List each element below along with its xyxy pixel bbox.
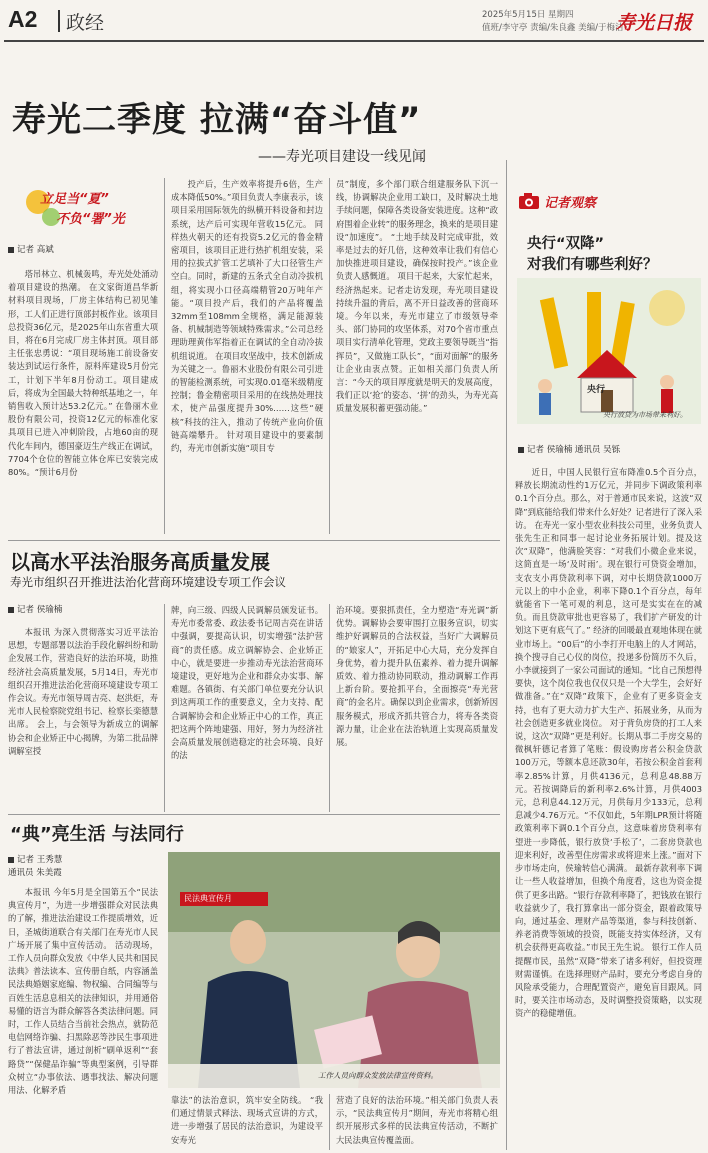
law-column-2: 牌，向三级、四级人民调解员颁发证书。 寿光市委常委、政法委书记周吉亮在讲话中强调，要提高认识，切实增强“法护营商”的责任感。成立调解协会、企业矫正中心，就是要进一步推动寿光法治营商环境建设，更好地为企业和群众办实事、解难题。各镇街、有关部门单位要充分认识到这两项工作的重要意义，全力支持、配合调解协会和企业矫正中心的工作，真正把这两个阵地建强、用好，努力为经济社会高质量发展创造稳定的社会环境、良好的法 [171,605,323,761]
issue-date: 2025年5月15日 星期四 [482,10,574,20]
right-byline [518,444,620,456]
column-rule [329,178,330,534]
column-rule [164,178,165,534]
slogan-line-2: 不负“署”光 [56,212,125,227]
slogan-badge [16,182,134,234]
right-column-rule [506,160,507,1150]
civil-column-3: 营造了良好的法治环境。”相关部门负责人表示，“民法典宣传月”期间，寿光市将精心组织开展形式多样的民法典宣传活动，不断扩大民法典宣传覆盖面。 [336,1095,498,1145]
photo-banner-text: 民法典宣传月 [184,894,232,903]
civil-column-2: 靠法”的法治意识，筑牢安全防线。 “我们通过情景式释法、现场式宣讲的方式，进一步增强了居民的法治意识，为建设平安寿光 [171,1095,323,1145]
main-byline [8,244,54,256]
photo-caption: 工作人员向群众发放法律宣传资料。 [318,1071,438,1080]
editor-credits: 值班/李守亭 责编/朱良鑫 美编/于梅洁 [482,23,624,33]
law-headline: 以高水平法治服务高质量发展 [10,550,270,574]
main-column-1: 塔吊林立、机械轰鸣，寿光处处涌动着项目建设的热潮。 在文家街道昌华新材料项目现场，厂房主体结构已初见雏形，工人们正进行顶部封板作业。该项目总投资36亿元，是2025年山东省重大项目，将在6月完成厂房主体封顶。项目部主任张忠勇说：“项目现场施工前设备安装达到试运行条件，原料库建设5月份完工，计划下半年8月份动工。项目建成后，将成为全国最大特种纸基地之一，年销售收入预计达53.2亿元。” 在鲁丽木业股份有限公司，投资12亿元的标准化家具项目已进入冲刺阶段，占地60亩的现代化车间内，德国豪迈生产线正在调试，7704个仓位的智能立体仓库已安装完成80%。“预计6月份 [8,269,158,478]
section-divider [8,540,500,541]
column-rule [329,604,330,812]
right-body: 近日，中国人民银行宣布降准0.5个百分点，释放长期流动性约1万亿元，并同步下调政策利率0.1个百分点。那么，对于普通市民来说，这波“双降”到底能给我们带来什么好处？记者进行了深入采访。 在寿光一家小型农业科技公司里，业务负责人张先生正和同事一起讨论业务拓展计划。提及这次“双降”，他满脸笑容：“对我们小微企业来说，这简直是一场‘及时雨’。现在银行可贷资金增加，支农支小再贷款利率下调，对中长期贷款1000万元以上的中小企业，利率下降0.1个百分点，每年就能省下一笔可观的利息，这可是实实在在的减负。而且贷款审批也更容易了，我们扩产研发的计划这下更有底气了。” 经济的回暖最直观地体现在就业市场上。“00后”的小李打开电脑上的人才网站，换个搜寻自己心仪的岗位，投递多份简历不久后，小李就接到了一家公司面试的通知。“比自己预想得要快，这个岗位我也仅仅只是一个大学生，会好好做准备。”在“双降”政策下，企业有了更多资金支持，也有了更大动力扩大生产、拓展业务，从而为社会创造更多就业岗位。 对于背负房贷的打工人来说，这次“双降”更是利好。长期从事二手房交易的微枫轩德记者算了笔账：假设购房者公积金贷款100万元，等额本息还款30年，若按公积金首套利率2.85%计算，月供4136元，总利息48.88万元。若按调降后的新利率2.6%计算，月供4003元，总利息44.12万元，月供每月少133元，总利息减少4.76万元。“不仅如此，5年期LPR预计将随政策利率下调0.1个百分点，这意味着房贷利率有望进一步降低，银行放贷‘手松了’，二套房贷款也迎来利好，改善型住房需求或将迎来上涨。”面对下步市场走向，侯瑜转信心满满。 最新存款利率下调让一些人收益增加，但换个角度看，这也为资金提供了更多出路。“银行存款利率降了，把钱放在银行收益就少了，我打算拿出一部分资金，跟着政策导向，通过基金、理财产品等渠道，参与科技创新、养老消费等领域的投资，既能支持实体经济，又有机会获得更高收益。”市民王先生说。 银行工作人员提醒市民，虽然“双降”带来了诸多利好，但投资理财需谨慎。在选择理财产品时，要充分考虑自身的风险承受能力，合理配置资产，避免盲目跟风。同时，要关注市场动态，及时调整投资策略，以实现资产的稳健增值。 [515,467,702,1019]
byline-text: 记者 王秀慧 [17,855,63,865]
rate-cut-illustration [517,278,701,424]
illustration-art [517,278,701,424]
main-headline: 寿光二季度 拉满“奋斗值” [12,100,422,140]
byline-text: 记者 侯瑜楠 [17,605,63,615]
header-rule [4,40,704,42]
illustration-caption: 央行放贷为市场带来利好。 [603,411,687,419]
camera-icon [518,192,540,210]
byline-marker [8,247,14,253]
right-headline-2: 对我们有哪些利好？ [527,257,658,273]
main-subheadline: ——寿光项目建设一线见闻 [258,149,426,165]
right-headline-1: 央行“双降” [527,236,605,252]
civil-headline: “典”亮生活 与法同行 [10,824,184,845]
law-byline [8,604,62,616]
newspaper-logo: 寿光日报 [616,12,693,34]
byline-text: 记者 侯瑜楠 通讯员 吴铄 [527,445,621,455]
badge-label: 记者观察 [544,196,597,211]
header-divider-bar [58,10,60,32]
section-divider [8,814,500,815]
civil-byline [8,854,62,866]
section-name: 政经 [66,12,105,34]
page-number: A2 [8,6,38,32]
law-column-3: 治环境。要狠抓责任，全力塑造“寿光调”新优势。调解协会要审围打立服务宣识，切实维护好调解员的合法权益，当好广大调解员的“娘家人”，开拓足中心大局，充分发挥自身优势，着力提升队伍素养、着力提升调解质效、着力推动协同联动，推动调解工作再上新台阶。要抢抓平台，全面擦亮“寿光营商”的金名片。确保以到企业需求，创新矫因服务模式，形成齐抓共管合力，将寿各类资源力量，让企业在法治轨道上实现高质量发展。 [336,605,498,748]
law-subheadline: 寿光市组织召开推进法治化营商环境建设专项工作会议 [10,575,286,589]
main-column-3: 员”制度，多个部门联合组建服务队下沉一线，协调解决企业用工缺口，及时解决土地手续问题，保障各类设备安装进度。这种“政府围着企业转”的服务理念，换来的是项目建设“加速度”。 “土地手续及时完成审批，效率是过去的好几倍，这种效率让我们有信心加快推进项目建设，确保按时投产。”该企业负责人感慨道。 项目干起来，大家忙起来，经济热起来。记者走访发现，寿光项目建设持续升温的背后，离不开日益改善的营商环境。今年以来，寿光市建立了市级领导牵头、部门协同的攻坚体系，对70个省市重点项目实行清单化管理，党政主要领导既当“指挥员”，又做施工队长”，“面对面解”的服务让企业由衷点赞。正如相关部门负责人所言：“今天的项目厚度就是明天的发展高度，我们正以‘抢’的姿态、‘拼’的劲头，为寿光高质量发展积蓄更强动能。” [336,179,498,414]
bank-sign-text: 央行 [587,385,606,395]
main-column-2: 投产后，生产效率将提升6倍，生产成本降低50%。”项目负责人李康表示，该项目采用国际领先的纵横开料设备和封边系统，达产后可实现年营收15亿元。 同样热火朝天的还有投资5.2亿元的鲁金精密项目，该项目正进行热扩机组安装，采用的拉拔式扩管工艺填补了大口径管生产空白。同时，新建的五条式全自动冷拔机组，将实现小口径高端精管20万吨年产能。“项目投产后，我们的产品将覆盖32mm至108mm全规格，满足能源装备、机械制造等领域特殊需求。”公司总经理助理黄伟军指着正在调试的全自动冷拔机组说道。 在项目攻坚战中，技术创新成为关键之一。鲁丽木业股份有限公司引进的智能检测系统，可实现0.01毫米级精度控制；鲁金精密项目采用的在线热处理技术，使产品强度提升30%……这些“硬核”科技的注入，推动了传统产业向价值链高端攀升。 针对项目建设中的要素制约，寿光市创新实施“项目专 [171,179,323,454]
byline-text: 记者 高斌 [17,245,54,255]
byline-marker [8,607,14,613]
civil-byline-2: 通讯员 朱美霞 [8,868,62,878]
law-column-1: 本报讯 为深入贯彻落实习近平法治思想，专题部署以法治手段化解纠纷和助企发展工作，营造良好的法治环境，助推经济社会高质量发展，5月14日，寿光市组织召开推进法治化营商环境建设专项工作会议。寿光市领导周吉亮、赵洪炬，寿光市人民检察院党组书记、检察长栾德慧出席。 会上，与会领导为新成立的调解协会和企业矫正中心揭牌，为第二批品牌调解室授 [8,627,158,756]
photo-art [168,852,500,1088]
byline-marker [8,857,14,863]
slogan-line-1: 立足当“夏” [40,192,109,207]
column-rule [329,1094,330,1150]
column-rule [164,604,165,812]
byline-marker [518,447,524,453]
civil-column-1: 本报讯 今年5月是全国第五个“民法典宣传月”，为进一步增强群众对民法典的了解，推进法治建设工作提质增效，近日，圣城街道联合有关部门在寿光市人民广场开展了集中宣传活动。 活动现场，工作人员向群众发放《中华人民共和国民法典》普法读本、宣传册自纸，内容涵盖民法典婚姻家庭编、物权编、合同编等与百姓生活息息相关的法律知识，并用通俗易懂的语言为群众解答各类法律问题。同时，工作人员结合当前社会热点，就防范电信网络诈骗、扫黑除恶等涉民生事项进行了普法宣讲，通过剖析“刷单返利”“套路贷”“保健品诈骗”等典型案例，引导群众树立“办事依法、遇事找法、解决问题用法、化解矛盾 [8,887,158,1096]
civil-photo [168,852,500,1088]
page-header [0,0,708,44]
